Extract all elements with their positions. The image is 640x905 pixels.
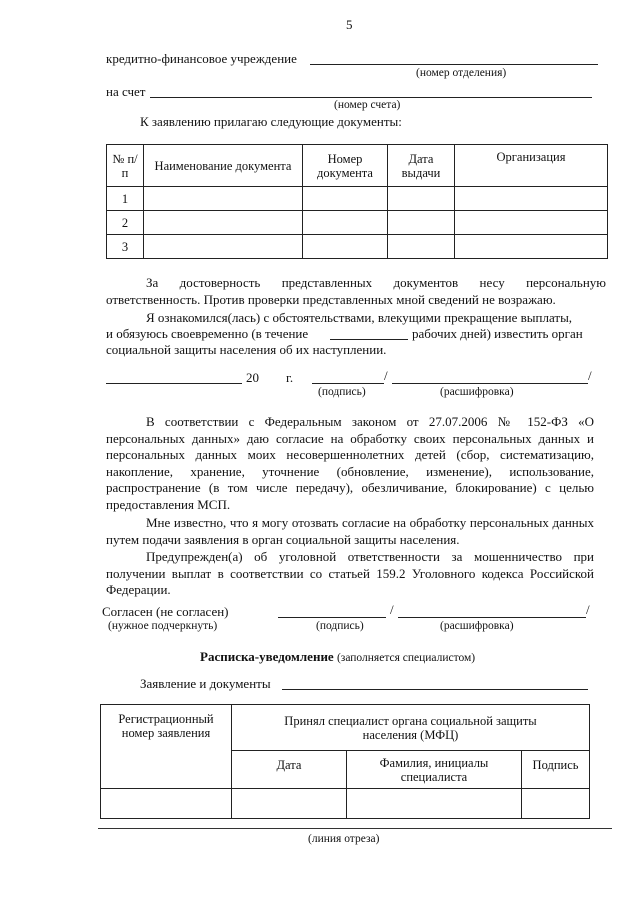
bank-caption: (номер отделения) [416, 67, 507, 79]
receipt-title-rest: (заполняется специалистом) [336, 652, 476, 664]
decode-caption: (расшифровка) [440, 386, 514, 398]
signature-slash: / [384, 368, 388, 383]
table-row [107, 187, 608, 211]
acquainted-line: Я ознакомился(лась) с обстоятельствами, влекущими прекращение выплаты, [146, 310, 573, 325]
receipt-docs-label: Заявление и документы [140, 676, 271, 691]
signature2-slash: / [390, 602, 394, 617]
consent-block [106, 414, 594, 599]
days-field-line[interactable] [330, 339, 408, 340]
signature-field-line[interactable] [312, 383, 384, 384]
consent-paragraph-3: Предупрежден(а) об уголовной ответственности за мошенничество при получении выплат в соответствии со статьей 159.2 Уголовного кодекса Российской Федерации. [106, 549, 594, 597]
receipt-sign-header: Подпись [522, 751, 590, 789]
docs-cell[interactable] [388, 187, 455, 211]
table-row [101, 789, 590, 819]
cut-line-caption: (линия отреза) [308, 833, 380, 845]
table-row [107, 211, 608, 235]
docs-header-org: Организация [455, 145, 608, 187]
signature2-field-line[interactable] [278, 617, 386, 618]
decode2-field-line[interactable] [398, 617, 586, 618]
sign2-caption: (подпись) [316, 620, 364, 632]
docs-cell[interactable] [303, 211, 388, 235]
docs-intro: К заявлению прилагаю следующие документы: [140, 114, 402, 129]
page-number: 5 [346, 17, 353, 32]
decode-field-line[interactable] [392, 383, 588, 384]
receipt-title-bold: Расписка-уведомление [200, 649, 334, 664]
year-prefix: 20 [246, 370, 259, 385]
bank-label: кредитно-финансовое учреждение [106, 51, 297, 66]
receipt-table [100, 704, 590, 819]
obligation-post: рабочих дней) известить орган [412, 326, 583, 341]
docs-row-number: 2 [107, 211, 144, 235]
docs-row-number: 3 [107, 235, 144, 259]
receipt-docs-field-line[interactable] [282, 689, 588, 690]
receipt-name-header: Фамилия, инициалы специалиста [347, 751, 522, 789]
receipt-cell[interactable] [101, 789, 232, 819]
docs-row-number: 1 [107, 187, 144, 211]
date-field-line[interactable] [106, 383, 242, 384]
docs-cell[interactable] [303, 235, 388, 259]
consent-paragraph-1: В соответствии с Федеральным законом от 27.07.2006 № 152-ФЗ «О персональных данных» даю согласие на обработку своих персональных данных и персональных данных моих несовершеннолетних детей (сбор, систематизацию, накопление, хранение, уточнение (обновление, изменение), использование, распространение (в том числе передачу), обезличивание, блокирование) с целью предоставления МСП. [106, 414, 594, 512]
decode2-caption: (расшифровка) [440, 620, 514, 632]
docs-cell[interactable] [144, 235, 303, 259]
docs-header-date: Дата выдачи [388, 145, 455, 187]
sign-caption: (подпись) [318, 386, 366, 398]
account-label: на счет [106, 84, 146, 99]
receipt-cell[interactable] [347, 789, 522, 819]
docs-header-number: Номер документа [303, 145, 388, 187]
docs-header-name: Наименование документа [144, 145, 303, 187]
receipt-cell[interactable] [522, 789, 590, 819]
table-row [107, 235, 608, 259]
documents-table [106, 144, 608, 259]
receipt-cell[interactable] [232, 789, 347, 819]
signature2-slash-end: / [586, 602, 590, 617]
obligation-pre: и обязуюсь своевременно (в течение [106, 326, 309, 341]
year-suffix: г. [286, 370, 294, 385]
docs-cell[interactable] [388, 235, 455, 259]
account-field-line[interactable] [150, 97, 592, 98]
receipt-title [200, 649, 475, 665]
account-caption: (номер счета) [334, 99, 401, 111]
responsibility-paragraph: За достоверность представленных документов несу персональную ответственность. Против проверки представленных мной сведений не возражаю. [106, 275, 606, 307]
docs-header-no: № п/п [107, 145, 144, 187]
agree-hint: (нужное подчеркнуть) [108, 620, 218, 632]
cut-line [98, 828, 612, 829]
bank-field-line[interactable] [310, 64, 598, 65]
receipt-reg-header: Регистрационный номер заявления [101, 705, 232, 789]
consent-paragraph-2: Мне известно, что я могу отозвать согласие на обработку персональных данных путем подачи заявления в орган социальной защиты населения. [106, 515, 594, 547]
receipt-date-header: Дата [232, 751, 347, 789]
docs-cell[interactable] [455, 187, 608, 211]
docs-cell[interactable] [303, 187, 388, 211]
agree-label: Согласен (не согласен) [102, 604, 229, 619]
signature-slash-end: / [588, 368, 592, 383]
docs-cell[interactable] [144, 211, 303, 235]
docs-cell[interactable] [455, 235, 608, 259]
docs-cell[interactable] [455, 211, 608, 235]
obligation-end: социальной защиты населения об их наступлении. [106, 342, 387, 357]
docs-cell[interactable] [144, 187, 303, 211]
receipt-accepted-header: Принял специалист органа социальной защиты населения (МФЦ) [232, 705, 590, 751]
docs-cell[interactable] [388, 211, 455, 235]
